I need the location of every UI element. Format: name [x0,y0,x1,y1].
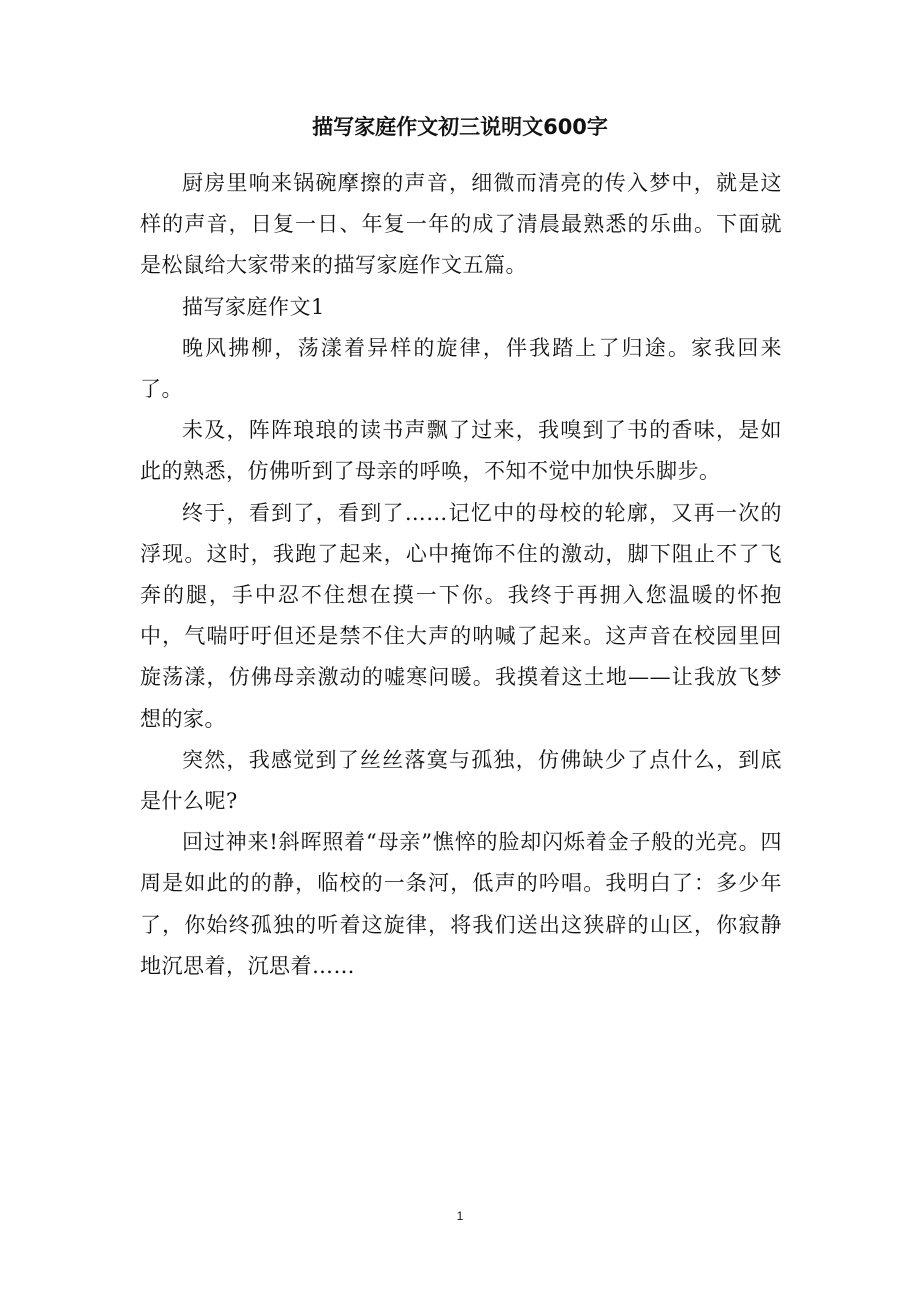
page-number: 1 [456,1209,464,1223]
document-body [140,163,782,987]
body-paragraph: 突然，我感觉到了丝丝落寞与孤独，仿佛缺少了点什么，到底是什么呢? [140,747,782,814]
body-paragraph: 终于，看到了，看到了……记忆中的母校的轮廓，又再一次的浮现。这时，我跑了起来，心中掩饰不住的激动，脚下阻止不了飞奔的腿，手中忍不住想在摸一下你。我终于再拥入您温暖的怀抱中，气喘吁吁但还是禁不住大声的呐喊了起来。这声音在校园里回旋荡漾，仿佛母亲激动的嘘寒问暖。我摸着这土地——让我放飞梦想的家。 [140,500,782,731]
document-title: 描写家庭作文初三说明文600字 [312,115,608,139]
section-heading: 描写家庭作文1 [182,294,325,319]
body-paragraph: 未及，阵阵琅琅的读书声飘了过来，我嗅到了书的香味，是如此的熟悉，仿佛听到了母亲的呼唤，不知不觉中加快乐脚步。 [140,418,782,484]
intro-paragraph: 厨房里响来锅碗摩擦的声音，细微而清亮的传入梦中，就是这样的声音，日复一日、年复一年的成了清晨最熟悉的乐曲。下面就是松鼠给大家带来的描写家庭作文五篇。 [140,171,782,278]
body-paragraph: 回过神来!斜晖照着“母亲”憔悴的脸却闪烁着金子般的光亮。四周是如此的的静，临校的一条河，低声的吟唱。我明白了：多少年了，你始终孤独的听着这旋律，将我们送出这狭辟的山区，你寂静地沉思着，沉思着…… [140,830,782,978]
body-paragraph: 晚风拂柳，荡漾着异样的旋律，伴我踏上了归途。家我回来了。 [140,335,782,402]
